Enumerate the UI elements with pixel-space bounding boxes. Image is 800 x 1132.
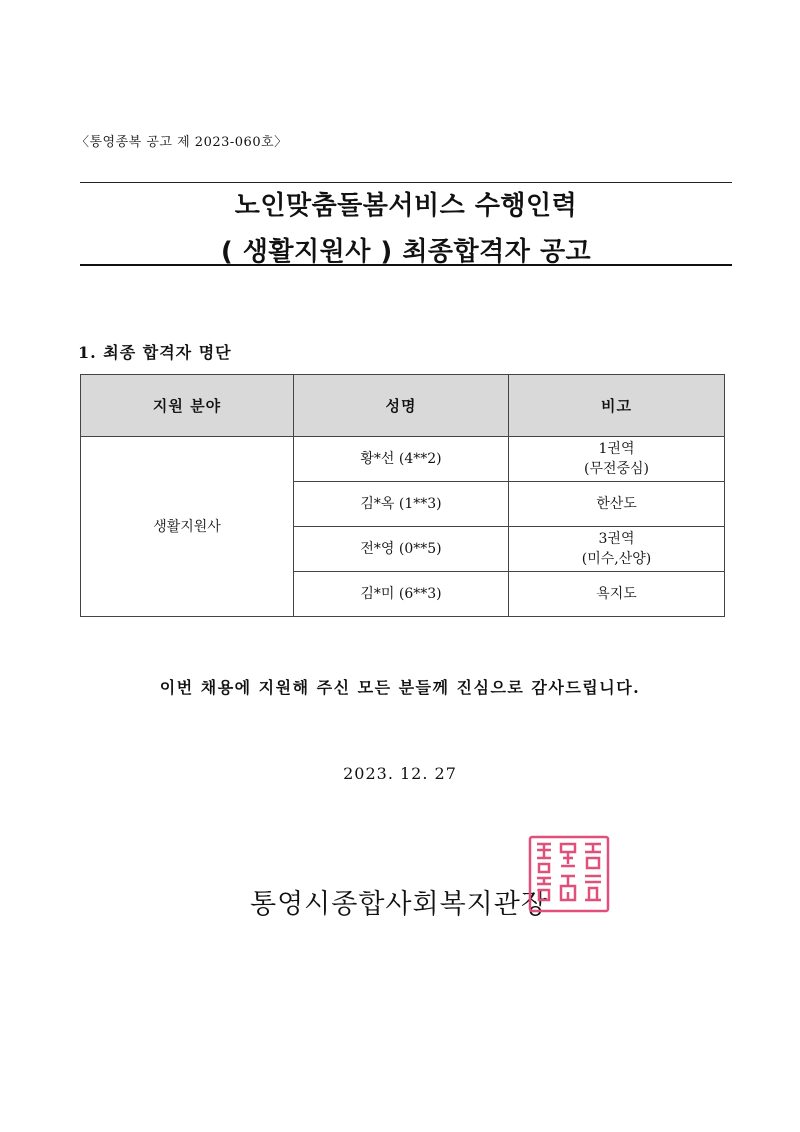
note-secondary: (미수,산양) <box>581 551 652 567</box>
header-note: 비고 <box>509 375 725 437</box>
table-header-row <box>81 375 725 437</box>
note-cell: 한산도 <box>509 482 725 527</box>
title-top-rule <box>80 182 732 183</box>
finalist-table <box>80 374 725 617</box>
field-cell: 생활지원사 <box>81 437 294 617</box>
note-cell <box>509 527 725 572</box>
note-primary: 1권역 <box>598 441 635 457</box>
note-secondary: (무전중심) <box>583 461 650 477</box>
note-cell <box>509 437 725 482</box>
header-field: 지원 분야 <box>81 375 294 437</box>
name-cell: 김*옥 (1**3) <box>294 482 509 527</box>
thanks-message: 이번 채용에 지원해 주신 모든 분들께 진심으로 감사드립니다. <box>159 678 641 697</box>
note-primary: 3권역 <box>598 531 635 547</box>
section-heading: 1. 최종 합격자 명단 <box>78 343 232 362</box>
header-name: 성명 <box>294 375 509 437</box>
notice-date: 2023. 12. 27 <box>343 764 457 783</box>
notice-number: 〈통영종복 공고 제 2023-060호〉 <box>76 135 288 150</box>
title-bottom-rule <box>80 264 732 266</box>
official-seal-icon <box>527 834 611 914</box>
issuer-name: 통영시종합사회복지관장 <box>250 889 548 920</box>
document-title-line2: ( 생활지원사 ) 최종합격자 공고 <box>220 237 592 267</box>
name-cell: 김*미 (6**3) <box>294 572 509 617</box>
name-cell: 전*영 (0**5) <box>294 527 509 572</box>
name-cell: 황*선 (4**2) <box>294 437 509 482</box>
table-row <box>81 437 725 482</box>
document-title-line1: 노인맞춤돌봄서비스 수행인력 <box>234 191 578 221</box>
note-cell: 욕지도 <box>509 572 725 617</box>
